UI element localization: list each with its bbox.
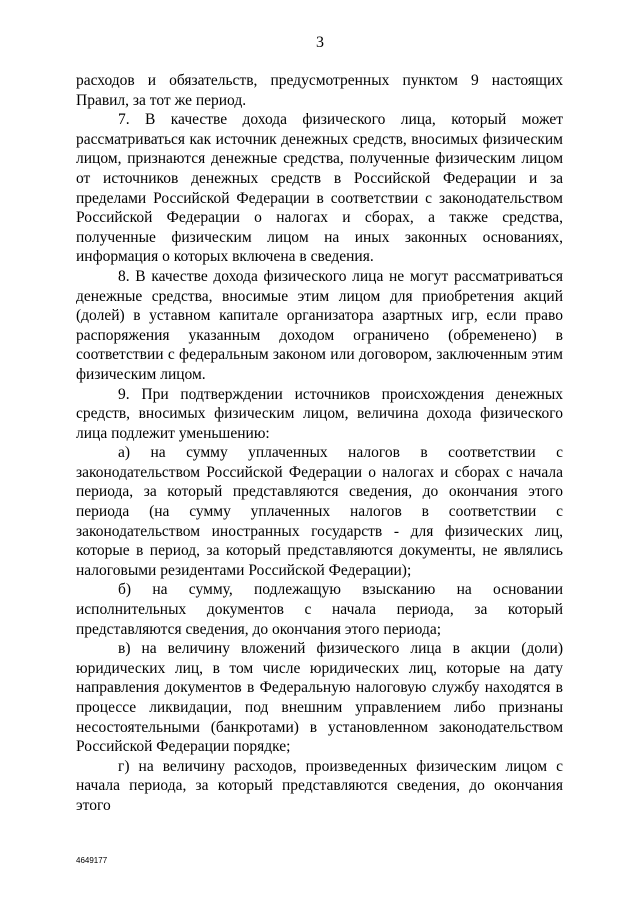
- paragraph-item-8: 8. В качестве дохода физического лица не могут рассматриваться денежные средства, вносимые этим лицом для приобретения акций (долей) в уставном капитале организатора азартных игр, если право распоряжения указанным доходом ограничено (обременено) в соответствии с федеральным законом или договором, заключенным этим физическим лицом.: [76, 267, 563, 383]
- paragraph-item-9: 9. При подтверждении источников происхождения денежных средств, вносимых физическим лицом, величина дохода физического лица подлежит уменьшению:: [76, 385, 563, 442]
- subitem-b: б) на сумму, подлежащую взысканию на основании исполнительных документов с начала периода, за который представляются сведения, до окончания этого периода;: [76, 581, 563, 638]
- document-body: [76, 71, 563, 816]
- document-code: 4649177: [76, 856, 108, 865]
- page-number: 3: [316, 34, 324, 51]
- subitem-a: а) на сумму уплаченных налогов в соответствии с законодательством Российской Федерации о налогах и сборах с начала периода, за который представляются сведения, до окончания этого периода (на сумму уплаченных налогов в соответствии с законодательством иностранных государств - для физических лиц, которые в период, за который представляются документы, не являлись налоговыми резидентами Российской Федерации);: [76, 444, 563, 579]
- paragraph-continuation: расходов и обязательств, предусмотренных пунктом 9 настоящих Правил, за тот же период.: [76, 72, 563, 109]
- subitem-v: в) на величину вложений физического лица в акции (доли) юридических лиц, в том числе юридических лиц, которые на дату направления документов в Федеральную налоговую службу находятся в процессе ликвидации, под внешним управлением либо признаны несостоятельными (банкротами) в установленном законодательством Российской Федерации порядке;: [76, 640, 563, 756]
- paragraph-item-7: 7. В качестве дохода физического лица, который может рассматриваться как источник денежных средств, вносимых физическим лицом, признаются денежные средства, полученные физическим лицом от источников денежных средств в Российской Федерации и за пределами Российской Федерации в соответствии с законодательством Российской Федерации о налогах и сборах, а также средства, полученные физическим лицом на иных законных основаниях, информация о которых включена в сведения.: [76, 111, 563, 266]
- subitem-g: г) на величину расходов, произведенных физическим лицом с начала периода, за который представляются сведения, до окончания этого: [76, 757, 563, 814]
